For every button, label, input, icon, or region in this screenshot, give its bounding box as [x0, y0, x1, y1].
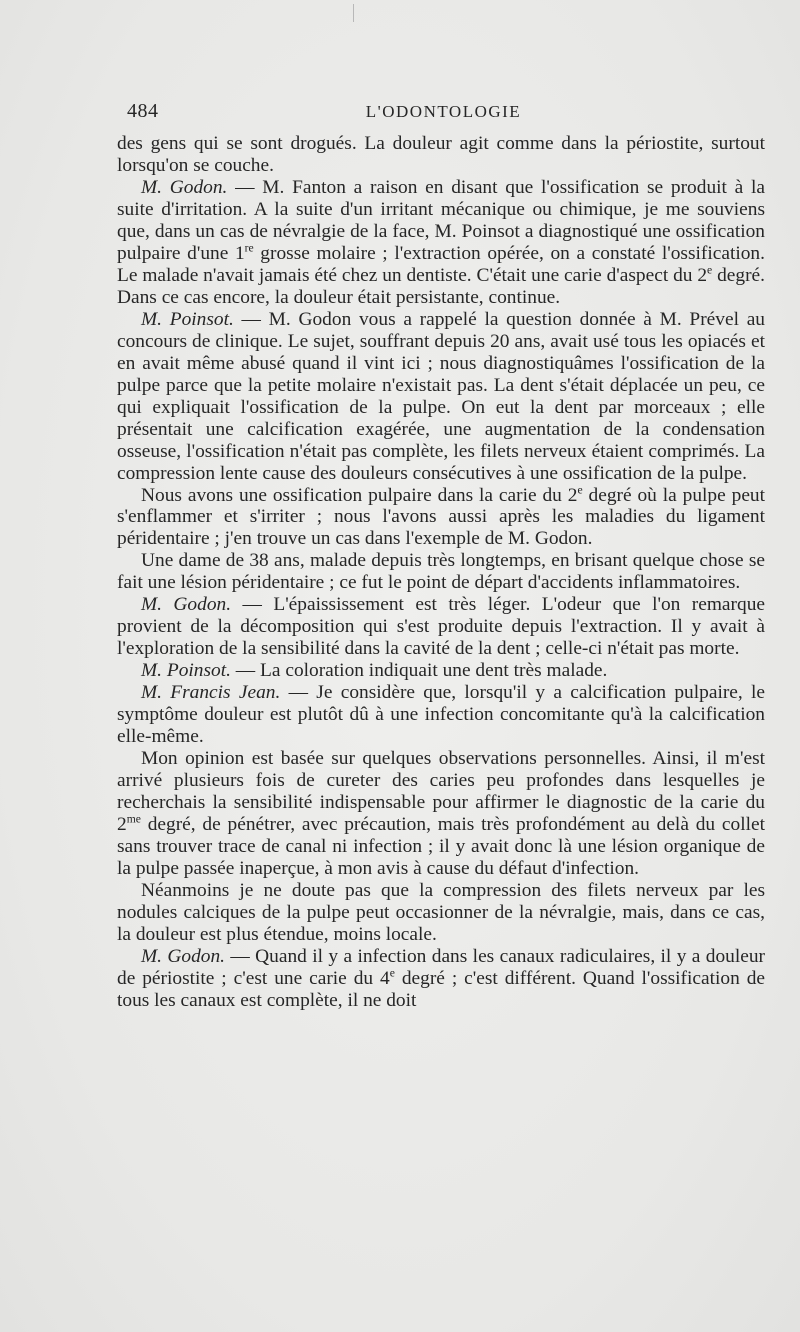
paragraph: Nous avons une ossification pulpaire dans la carie du 2e degré où la pulpe peut s'enflammer et s'irriter ; nous l'avons aussi après les maladies du ligament péridentaire ; j'en trouve un cas dans l'exemple de M. Godon. [117, 483, 766, 550]
speaker-name: M. Godon. [141, 594, 232, 616]
paragraph: Néanmoins je ne doute pas que la compression des filets nerveux par les nodules calciques de la pulpe peut occasionner de la névralgie, mais, dans ce cas, la douleur est plus étendue, moins locale. [117, 879, 765, 945]
paragraph: M. Godon. — L'épaississement est très léger. L'odeur que l'on remarque provient de la décomposition qui s'est produite depuis l'extraction. Il y avait à l'exploration de la sensibilité dans la cavité de la dent ; celle-ci n'était pas morte. [117, 594, 765, 660]
paragraph: M. Godon. — Quand il y a infection dans les canaux radiculaires, il y a douleur de périostite ; c'est une carie du 4e degré ; c'est différent. Quand l'ossification de tous les canaux est complète, il ne doit [117, 945, 765, 1011]
paragraph: Mon opinion est basée sur quelques observations personnelles. Ainsi, il m'est arrivé plusieurs fois de cureter des caries peu profondes dans lesquelles je recherchais la sensibilité indispensable pour affirmer le diagnostic de la carie du $2^{me}$ degré, de pénétrer, avec précaution, mais très profondément au delà du collet sans trouver trace de canal ni infection ; il y avait donc là une lésion organique de la pulpe passée inaperçue, à mon avis à cause du défaut d'infection. [117, 748, 765, 879]
stray-mark [353, 4, 354, 22]
paragraph: M. Francis Jean. — Je considère que, lorsqu'il y a calcification pulpaire, le symptôme douleur est plutôt dû à une infection concomitante qu'à la calcification elle-même. [117, 682, 766, 748]
paragraph: M. Poinsot. — La coloration indiquait une dent très malade. [141, 660, 608, 682]
speaker-name: M. Poinsot. [141, 308, 234, 330]
paragraph: M. Godon. — M. Fanton a raison en disant que l'ossification se produit à la suite d'irritation. A la suite d'un irritant mécanique ou chimique, je me souviens que, dans un cas de névralgie de la face, M. Poinsot a diagnostiqué une ossification pulpaire d'une 1re grosse molaire ; l'extraction opérée, on a constaté l'ossification. Le malade n'avait jamais été chez un dentiste. C'était une carie d'aspect du 2e degré. Dans ce cas encore, la douleur était persistante, continue. [117, 176, 765, 308]
speaker-name: M. Godon. [141, 945, 226, 967]
page-header [127, 100, 760, 126]
speaker-name: M. Poinsot. [141, 660, 231, 682]
body-text [117, 133, 765, 1012]
page-number: 484 [127, 100, 159, 122]
speaker-name: M. Godon. [141, 176, 228, 198]
speaker-name: M. Francis Jean. [141, 682, 281, 704]
paragraph: Une dame de 38 ans, malade depuis très longtemps, en brisant quelque chose se fait une lésion péridentaire ; ce fut le point de départ d'accidents inflammatoires. [117, 550, 765, 594]
paragraph: M. Poinsot. — M. Godon vous a rappelé la question donnée à M. Prével au concours de clinique. Le sujet, souffrant depuis 20 ans, avait usé tous les opiacés et en avait même abusé quand il vint ici ; nous diagnostiquâmes l'ossification de la pulpe parce que la petite molaire n'existait pas. La dent s'était déplacée un peu, ce qui expliquait l'ossification de la pulpe. On eut la dent par morceaux ; elle présentait une calcification exagérée, une augmentation de la condensation osseuse, l'ossification n'était pas complète, les filets nerveux étaient comprimés. La compression lente cause des douleurs consécutives à une ossification de la pulpe. [117, 308, 765, 484]
running-title: L'ODONTOLOGIE [365, 102, 522, 121]
paragraph: des gens qui se sont drogués. La douleur agit comme dans la périostite, surtout lorsqu'on se couche. [117, 133, 765, 176]
